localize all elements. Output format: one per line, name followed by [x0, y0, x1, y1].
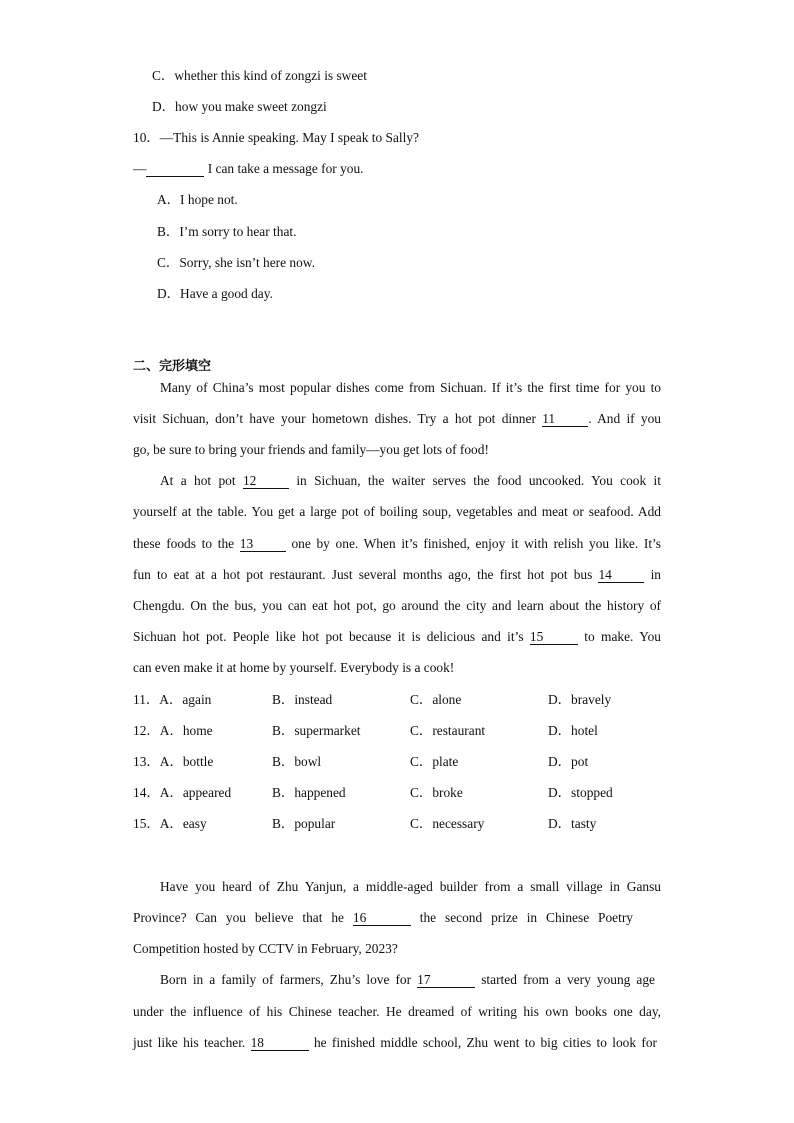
passage1-text: yourself at the table. You get a large pot of boiling soup, vegetables and meat or seafood. Add — [133, 504, 661, 519]
blank-12: 12 — [243, 474, 289, 489]
q10-reply-text: I can take a message for you. — [204, 161, 364, 176]
choice-row-11 — [133, 692, 211, 708]
question-number: 11． — [133, 692, 160, 707]
option-b: B．supermarket — [272, 723, 361, 738]
passage1-line — [133, 411, 661, 427]
blank-14: 14 — [598, 568, 644, 583]
passage2-text: the second prize in Chinese Poetry — [419, 910, 633, 925]
passage1-text: Chengdu. On the bus, you can eat hot pot, go around the city and learn about the history of — [133, 598, 661, 613]
passage1-text: . And if you — [588, 411, 661, 426]
passage2-text: Born in a family of farmers, Zhu’s love for — [160, 972, 412, 987]
option-b: B．bowl — [272, 754, 322, 769]
section-title: 二、完形填空 — [133, 359, 212, 374]
option-d: D．hotel — [548, 723, 598, 738]
question-number: 12． — [133, 723, 160, 738]
passage1-line — [160, 473, 661, 489]
q10-reply — [133, 161, 364, 177]
option-d: D．bravely — [548, 692, 612, 707]
passage2-text: Province? Can you believe that he — [133, 910, 344, 925]
blank-17: 17 — [417, 973, 475, 988]
option-b: B．happened — [272, 785, 346, 800]
passage2-line — [160, 972, 655, 988]
passage2-text: he finished middle school, Zhu went to big cities to look for — [313, 1035, 657, 1050]
q9-option-c: C．whether this kind of zongzi is sweet — [152, 68, 367, 83]
passage1-line — [160, 380, 661, 396]
option-d: D．stopped — [548, 785, 613, 800]
passage2-text: just like his teacher. — [133, 1035, 246, 1050]
q10-option-b: B．I’m sorry to hear that. — [157, 224, 297, 239]
passage1-text: fun to eat at a hot pot restaurant. Just several months ago, the first hot pot bus — [133, 567, 593, 582]
passage1-line — [133, 598, 661, 614]
passage1-text: visit Sichuan, don’t have your hometown dishes. Try a hot pot dinner — [133, 411, 536, 426]
question-number: 14． — [133, 785, 160, 800]
passage1-text: these foods to the — [133, 536, 235, 551]
passage2-line — [133, 1004, 661, 1020]
q10-stem: 10．—This is Annie speaking. May I speak to Sally? — [133, 130, 420, 145]
choice-row-15 — [133, 816, 207, 832]
passage2-line — [160, 879, 661, 895]
choice-row-12 — [133, 723, 213, 739]
option-b: B．instead — [272, 692, 333, 707]
q10-option-a: A．I hope not. — [157, 192, 238, 207]
passage2-text: under the influence of his Chinese teacher. He dreamed of writing his own books one day, — [133, 1004, 661, 1019]
q9-option-d: D．how you make sweet zongzi — [152, 99, 327, 114]
passage1-text: At a hot pot — [160, 473, 236, 488]
option-c: C．alone — [410, 692, 462, 707]
blank-11: 11 — [542, 412, 588, 427]
option-c: C．broke — [410, 785, 463, 800]
blank-15: 15 — [530, 630, 578, 645]
option-d: D．pot — [548, 754, 589, 769]
q10-option-c: C．Sorry, she isn’t here now. — [157, 255, 315, 270]
blank-13: 13 — [240, 537, 286, 552]
passage2-text: Have you heard of Zhu Yanjun, a middle-aged builder from a small village in Gansu — [160, 879, 661, 894]
question-number: 13． — [133, 754, 160, 769]
option-c: C．restaurant — [410, 723, 486, 738]
passage2-line: Competition hosted by CCTV in February, 2023? — [133, 941, 398, 956]
option-b: B．popular — [272, 816, 336, 831]
passage1-text: to make. You — [584, 629, 661, 644]
passage1-line — [133, 504, 661, 520]
passage1-text: Sichuan hot pot. People like hot pot because it is delicious and it’s — [133, 629, 524, 644]
passage1-text: Many of China’s most popular dishes come from Sichuan. If it’s the first time for you to — [160, 380, 661, 395]
blank-16: 16 — [353, 911, 411, 926]
passage1-line: can even make it at home by yourself. Everybody is a cook! — [133, 660, 455, 675]
passage1-line: go, be sure to bring your friends and family—you get lots of food! — [133, 442, 489, 457]
option-a: A．easy — [159, 816, 207, 831]
q10-option-d: D．Have a good day. — [157, 286, 273, 301]
choice-row-14 — [133, 785, 231, 801]
passage1-line — [133, 629, 661, 645]
question-number: 15． — [133, 816, 160, 831]
option-a: A．bottle — [159, 754, 214, 769]
passage1-line — [133, 536, 661, 552]
option-a: A．home — [159, 723, 213, 738]
blank-18: 18 — [251, 1036, 309, 1051]
passage2-line — [133, 1035, 657, 1051]
option-a: A．again — [159, 692, 212, 707]
choice-row-13 — [133, 754, 213, 770]
passage1-text: one by one. When it’s finished, enjoy it with relish you like. It’s — [291, 536, 661, 551]
q10-answer-blank — [146, 162, 204, 177]
option-c: C．plate — [410, 754, 459, 769]
passage2-line — [133, 910, 633, 926]
option-a: A．appeared — [159, 785, 232, 800]
passage1-line — [133, 567, 661, 583]
q10-reply-prefix: — — [133, 161, 147, 176]
option-d: D．tasty — [548, 816, 597, 831]
passage1-text: in Sichuan, the waiter serves the food uncooked. You cook it — [296, 473, 661, 488]
passage1-text: in — [650, 567, 661, 582]
passage2-text: started from a very young age — [481, 972, 655, 987]
option-c: C．necessary — [410, 816, 485, 831]
